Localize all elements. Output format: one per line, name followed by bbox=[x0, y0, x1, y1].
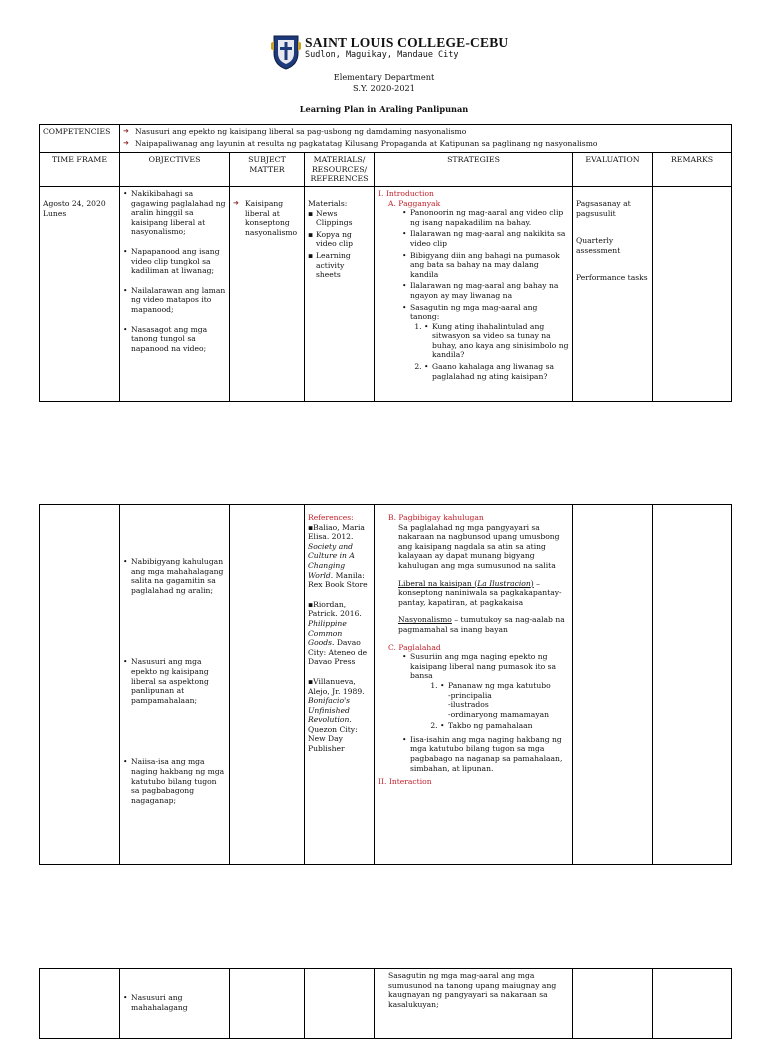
material-item: ▪ Kopya ng video clip bbox=[308, 230, 371, 249]
reference-publisher: Davao City: Ateneo de Davao Press bbox=[308, 638, 368, 667]
section-introduction: I. Introduction bbox=[378, 188, 434, 198]
term-nasyonalismo: Nasyonalismo bbox=[398, 615, 452, 625]
competency-item: ➜ Naipapaliwanag ang layunin at resulta ng pagkatatag Kilusang Propaganda at Katipunan sa paglinang ng nasyonalismo bbox=[123, 139, 728, 149]
school-address: Sudlon, Maguikay, Mandaue City bbox=[305, 50, 459, 60]
references-cell bbox=[305, 505, 375, 865]
sub-pagganyak: A. Pagganyak bbox=[388, 198, 441, 208]
reference-title: Bonifacio's Unfinished Revolution. bbox=[308, 696, 352, 725]
question-item: • 1. Kung ating ihahalintulad ang sitwasyon sa video sa tunay na buhay, ano kaya ang sinisimbolo ng kandila? bbox=[424, 322, 569, 360]
learning-plan-table-3 bbox=[39, 968, 732, 1039]
reference-publisher: Manila: Rex Book Store bbox=[308, 570, 368, 590]
reference-title: Philippine Common Goods. bbox=[308, 618, 347, 648]
objectives-cell bbox=[120, 505, 230, 865]
term-liberal: Liberal na kaisipan (La Ilustracion) bbox=[398, 578, 534, 588]
strategy-item bbox=[402, 303, 569, 382]
objective-item: • Napapanood ang isang video clip tungkol sa kadiliman at liwanag; bbox=[123, 247, 226, 276]
remarks-cell bbox=[653, 186, 732, 401]
col-strategies: STRATEGIES bbox=[375, 153, 573, 187]
competencies-label: COMPETENCIES bbox=[40, 125, 120, 153]
objective-item: • Nabibigyang kahulugan ang mga mahahalagang salita na gagamitin sa paglalahad ng aralin; bbox=[123, 557, 226, 595]
strategy-item: • Bibigyang diin ang bahagi na pumasok ang bata sa bahay na may dalang kandila bbox=[402, 251, 569, 280]
objective-item: • Nasasagot ang mga tanong tungol sa napanood na video; bbox=[123, 325, 226, 354]
school-name: SAINT LOUIS COLLEGE-CEBU bbox=[305, 35, 509, 50]
strategy-paragraph: Sa paglalahad ng mga pangyayari sa nakaraan na nagbunsod upang umusbong ang kaisipang nagdala sa atin sa ating kalayaan ay dapat munang bigyang kahulugan ang mga sumusunod na salita bbox=[398, 522, 560, 570]
reference-item: ▪Villanueva, Alejo, Jr. 1989. Bonifacio's Unfinished Revolution. Quezon City: New Day Publisher bbox=[308, 676, 365, 754]
remarks-cell bbox=[653, 969, 732, 1039]
col-remarks: REMARKS bbox=[653, 153, 732, 187]
evaluation-cell bbox=[573, 969, 653, 1039]
strategy-item: • Iisa-isahin ang mga naging hakbang ng mga katutubo bilang tugon sa mga pagbabago na naganap sa pamahalaan, simbahan, at lipunan. bbox=[402, 735, 569, 773]
objective-item: • Naiisa-isa ang mga naging hakbang ng mga katutubo bilang tugon sa pagbabagong nagaganap; bbox=[123, 757, 226, 805]
list-item: • 1. Pananaw ng mga katutubo -principalia -ilustrados -ordinaryong mamamayan bbox=[440, 681, 569, 719]
objective-item: • Nailalarawan ang laman ng video matapos ito mapanood; bbox=[123, 286, 226, 315]
reference-author: Riordan, Patrick. 2016. bbox=[308, 599, 362, 619]
time-frame-cell bbox=[40, 505, 120, 865]
materials-cell bbox=[305, 969, 375, 1039]
evaluation-item: Performance tasks bbox=[576, 273, 648, 283]
term-definition: Nasyonalismo – tumutukoy sa nag-aalab na pagmamahal sa inang bayan bbox=[398, 615, 565, 634]
evaluation-item: Pagsasanay at pagsusulit bbox=[576, 198, 631, 218]
strategy-paragraph: Sasagutin ng mga mag-aaral ang mga sumusunod na tanong upang maiugnay ang kaugnayan ng pangyayari sa nakaraan sa kasalukuyan; bbox=[388, 971, 557, 1009]
reference-publisher: Quezon City: New Day Publisher bbox=[308, 724, 358, 754]
objective-item: • Nakikibahagi sa gagawing paglalahad ng aralin hinggil sa kaisipang liberal at nasyonalismo; bbox=[123, 189, 226, 237]
evaluation-item: Quarterly assessment bbox=[576, 236, 621, 255]
subject-matter-cell bbox=[230, 505, 305, 865]
department-info bbox=[0, 72, 768, 94]
reference-item: ▪Riordan, Patrick. 2016. Philippine Common Goods. Davao City: Ateneo de Davao Press bbox=[308, 599, 368, 667]
material-item: ▪ News Clippings bbox=[308, 209, 371, 228]
materials-cell bbox=[305, 186, 375, 401]
strategy-item: • Ilalarawan ng mag-aaral ang bahay na ngayon ay may liwanag na bbox=[402, 281, 569, 300]
plan-title: Learning Plan in Araling Panlipunan bbox=[299, 104, 469, 114]
sub-item: -principalia bbox=[448, 690, 492, 700]
strategy-item: • Susuriin ang mga naging epekto ng kaisipang liberal nang pumasok ito sa bansa • 1. Pananaw ng mga katutubo -principalia -ilustrados -ordinaryong mamamayan • 2. Takbo ng pamahalaan bbox=[402, 652, 569, 731]
school-year: S.Y. 2020-2021 bbox=[353, 83, 415, 93]
strategies-cell bbox=[375, 186, 573, 401]
time-frame-cell: Agosto 24, 2020 Lunes bbox=[40, 186, 120, 401]
question-item: • 2. Gaano kahalaga ang liwanag sa paglalahad ng ating kaisipan? bbox=[424, 362, 569, 381]
reference-author: Baliao, Maria Elisa. 2012. bbox=[308, 522, 365, 542]
sub-paglalahad: C. Paglalahad bbox=[388, 642, 441, 652]
reference-item: ▪Baliao, Maria Elisa. 2012. Society and Culture in A Changing World. Manila: Rex Book Store bbox=[308, 522, 368, 590]
col-objectives: OBJECTIVES bbox=[120, 153, 230, 187]
objectives-cell bbox=[120, 969, 230, 1039]
col-subject-matter: SUBJECT MATTER bbox=[230, 153, 305, 187]
strategy-item: • Ilalarawan ng mag-aaral ang nakikita sa video clip bbox=[402, 229, 569, 248]
sub-item: -ordinaryong mamamayan bbox=[448, 709, 550, 719]
strategy-item: • Panonoorin ng mag-aaral ang video clip ng isang napakadilim na bahay. bbox=[402, 208, 569, 227]
strategy-text: Sasagutin ng mga mag-aaral ang tanong: bbox=[410, 302, 538, 322]
material-item: ▪ Learning activity sheets bbox=[308, 251, 371, 280]
strategies-cell bbox=[375, 505, 573, 865]
subject-matter-cell bbox=[230, 969, 305, 1039]
materials-label: Materials: bbox=[308, 198, 348, 208]
term-definition: Liberal na kaisipan (La Ilustracion) – konseptong naniniwala sa pagkakapantay-pantay, kapatiran, at pagkakaisa bbox=[398, 578, 562, 607]
school-seal-icon bbox=[270, 33, 302, 71]
subject-matter-cell bbox=[230, 186, 305, 401]
learning-plan-table-2 bbox=[39, 504, 732, 865]
sub-pagbibigay-kahulugan: B. Pagbibigay kahulugan bbox=[388, 513, 484, 522]
strategies-cell bbox=[375, 969, 573, 1039]
evaluation-cell bbox=[573, 505, 653, 865]
objective-item: • Nasusuri ang mahahalagang bbox=[123, 993, 226, 1012]
competency-item: ➜ Nasusuri ang epekto ng kaisipang liberal sa pag-usbong ng damdaming nasyonalismo bbox=[123, 127, 728, 137]
list-item: • 2. Takbo ng pamahalaan bbox=[440, 721, 569, 731]
objective-item: • Nasusuri ang mga epekto ng kaisipang liberal sa aspektong panlipunan at pampamahalaan; bbox=[123, 657, 226, 705]
evaluation-cell bbox=[573, 186, 653, 401]
references-label: References: bbox=[308, 513, 354, 522]
section-interaction: II. Interaction bbox=[378, 777, 432, 787]
col-time-frame: TIME FRAME bbox=[40, 153, 120, 187]
learning-plan-table-1 bbox=[39, 124, 732, 402]
department-name: Elementary Department bbox=[333, 72, 435, 82]
col-evaluation: EVALUATION bbox=[573, 153, 653, 187]
time-frame-cell bbox=[40, 969, 120, 1039]
competencies-cell bbox=[120, 125, 732, 153]
objectives-cell bbox=[120, 186, 230, 401]
reference-title: Society and Culture in A Changing World. bbox=[308, 541, 355, 580]
subject-matter-item: ➜ Kaisipang liberal at konseptong nasyonalismo bbox=[233, 199, 301, 237]
sub-item: -ilustrados bbox=[448, 700, 489, 710]
col-materials: MATERIALS/ RESOURCES/ REFERENCES bbox=[305, 153, 375, 187]
reference-author: Villanueva, Alejo, Jr. 1989. bbox=[308, 676, 365, 696]
remarks-cell bbox=[653, 505, 732, 865]
